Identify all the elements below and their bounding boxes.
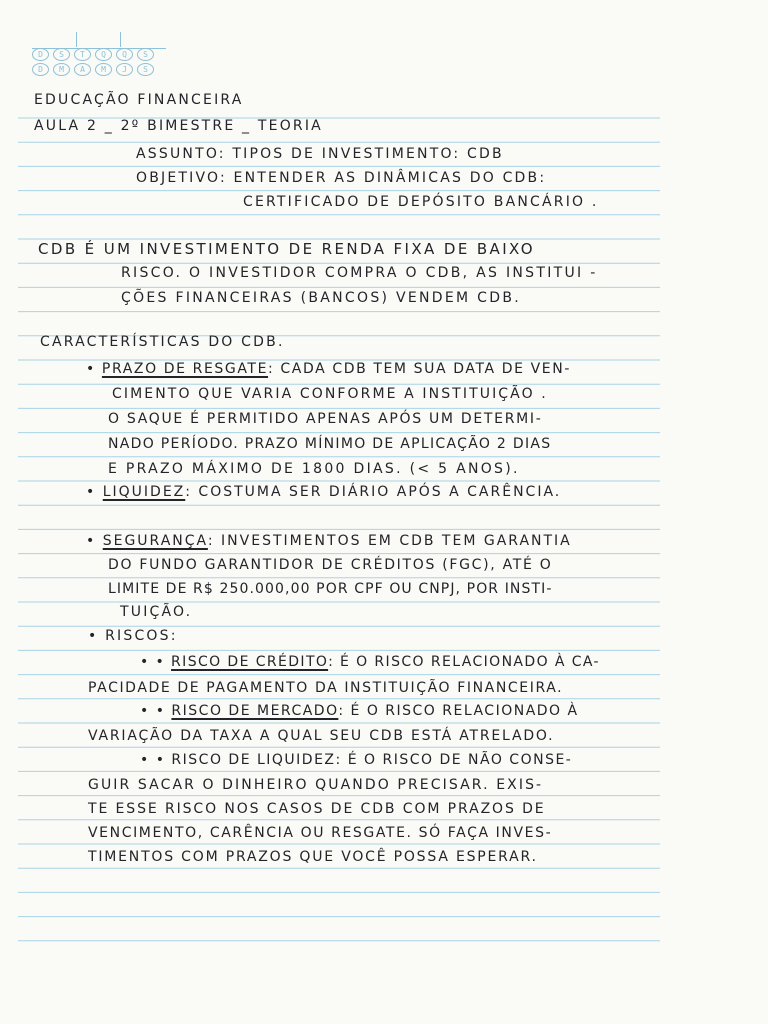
- seguranca-label: SEGURANÇA: [102, 533, 208, 549]
- date-circle: Q: [116, 48, 133, 61]
- liquidez-text: : COSTUMA SER DIÁRIO APÓS A CARÊNCIA.: [185, 484, 562, 500]
- date-circle: J: [116, 63, 133, 76]
- date-row-top: [32, 48, 166, 61]
- riscos-title: RISCOS:: [105, 628, 178, 644]
- prazo-line-2: CIMENTO QUE VARIA CONFORME A INSTITUIÇÃO .: [112, 386, 548, 402]
- characteristics-title: CARACTERÍSTICAS DO CDB.: [40, 334, 285, 350]
- prazo-label: PRAZO DE RESGATE: [101, 361, 269, 377]
- date-circle: S: [137, 48, 154, 61]
- date-circle: T: [74, 48, 91, 61]
- risco-liquidez-line-5: TIMENTOS COM PRAZOS QUE VOCÊ POSSA ESPERAR.: [88, 849, 538, 865]
- definition-line-3: ÇÕES FINANCEIRAS (BANCOS) VENDEM CDB.: [121, 290, 521, 306]
- seguranca-line-4: TUIÇÃO.: [120, 604, 193, 620]
- seguranca-line-3: LIMITE DE R$ 250.000,00 POR CPF OU CNPJ, POR INSTI-: [108, 581, 553, 597]
- date-header: [32, 48, 166, 80]
- liquidez-label: LIQUIDEZ: [102, 484, 186, 500]
- definition-line-1: CDB É UM INVESTIMENTO DE RENDA FIXA DE BAIXO: [38, 240, 535, 258]
- risco-mercado-text: : É O RISCO RELACIONADO À: [338, 703, 579, 719]
- date-circle: Q: [95, 48, 112, 61]
- riscos-line: • RISCOS:: [88, 628, 178, 644]
- risco-mercado-line-2: VARIAÇÃO DA TAXA A QUAL SEU CDB ESTÁ ATRELADO.: [88, 728, 555, 744]
- date-circle: S: [137, 63, 154, 76]
- date-circle: D: [32, 63, 49, 76]
- date-circle: M: [53, 63, 70, 76]
- note-title: EDUCAÇÃO FINANCEIRA: [34, 92, 244, 108]
- prazo-line-5: E PRAZO MÁXIMO DE 1800 DIAS. (< 5 ANOS).: [108, 461, 520, 477]
- definition-line-2: RISCO. O INVESTIDOR COMPRA O CDB, AS INSTITUI -: [121, 265, 598, 281]
- date-circle: D: [32, 48, 49, 61]
- date-ticks: [32, 32, 166, 49]
- risco-mercado-label: RISCO DE MERCADO: [171, 703, 339, 719]
- risco-liquidez-line-3: TE ESSE RISCO NOS CASOS DE CDB COM PRAZOS DE: [88, 801, 546, 817]
- risco-liquidez-line-1: • • RISCO DE LIQUIDEZ: É O RISCO DE NÃO CONSE-: [140, 752, 573, 768]
- risco-credito-line-1: • • RISCO DE CRÉDITO: É O RISCO RELACIONADO À CA-: [140, 654, 600, 670]
- risco-liquidez-line-4: VENCIMENTO, CARÊNCIA OU RESGATE. SÓ FAÇA INVES-: [88, 825, 553, 841]
- risco-liquidez-text: : É O RISCO DE NÃO CONSE-: [335, 752, 573, 768]
- date-circle: M: [95, 63, 112, 76]
- objective-line-1: OBJETIVO: ENTENDER AS DINÂMICAS DO CDB:: [136, 170, 547, 186]
- seguranca-line-1: • SEGURANÇA: INVESTIMENTOS EM CDB TEM GARANTIA: [86, 533, 572, 549]
- prazo-line-4: NADO PERÍODO. PRAZO MÍNIMO DE APLICAÇÃO 2 DIAS: [108, 436, 552, 452]
- seguranca-text: : INVESTIMENTOS EM CDB TEM GARANTIA: [207, 533, 572, 549]
- prazo-line-1: • PRAZO DE RESGATE: CADA CDB TEM SUA DATA DE VEN-: [86, 361, 571, 377]
- risco-mercado-line-1: • • RISCO DE MERCADO: É O RISCO RELACIONADO À: [140, 703, 579, 719]
- prazo-line-3: O SAQUE É PERMITIDO APENAS APÓS UM DETERMI-: [108, 411, 543, 427]
- lesson-line: AULA 2 _ 2º BIMESTRE _ TEORIA: [34, 118, 323, 134]
- date-circle: A: [74, 63, 91, 76]
- risco-liquidez-label: RISCO DE LIQUIDEZ: [171, 752, 336, 768]
- objective-line-2: CERTIFICADO DE DEPÓSITO BANCÁRIO .: [243, 194, 599, 210]
- risco-liquidez-line-2: GUIR SACAR O DINHEIRO QUANDO PRECISAR. EXIS-: [88, 777, 544, 793]
- seguranca-line-2: DO FUNDO GARANTIDOR DE CRÉDITOS (FGC), ATÉ O: [108, 557, 553, 573]
- subject-line: ASSUNTO: TIPOS DE INVESTIMENTO: CDB: [136, 146, 504, 162]
- risco-credito-line-2: PACIDADE DE PAGAMENTO DA INSTITUIÇÃO FINANCEIRA.: [88, 680, 564, 696]
- prazo-text: : CADA CDB TEM SUA DATA DE VEN-: [268, 361, 571, 377]
- liquidez-line: • LIQUIDEZ: COSTUMA SER DIÁRIO APÓS A CARÊNCIA.: [86, 484, 562, 500]
- risco-credito-text: : É O RISCO RELACIONADO À CA-: [328, 654, 600, 670]
- date-row-bottom: [32, 63, 166, 76]
- risco-credito-label: RISCO DE CRÉDITO: [171, 654, 329, 670]
- date-circle: S: [53, 48, 70, 61]
